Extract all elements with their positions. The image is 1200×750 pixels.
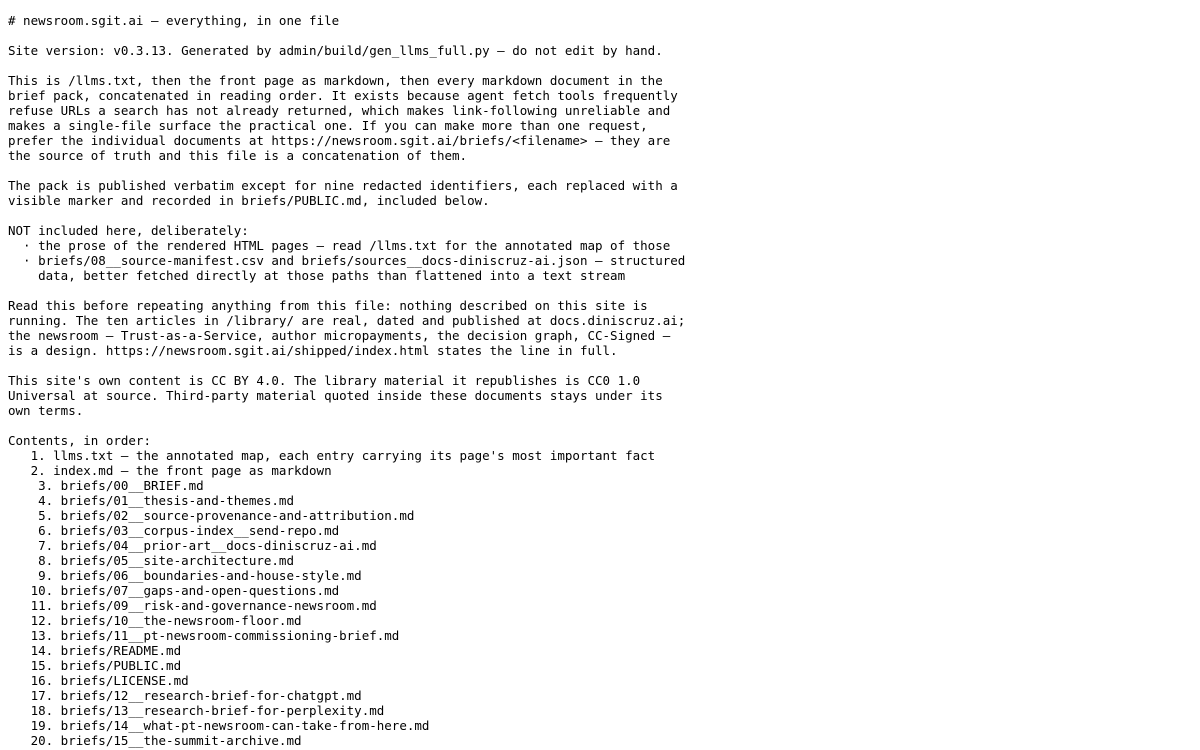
contents-item: 3. briefs/00__BRIEF.md	[8, 478, 204, 493]
not-included-item: · briefs/08__source-manifest.csv and briefs/sources__docs-diniscruz-ai.json — structured	[8, 253, 686, 268]
contents-item: 15. briefs/PUBLIC.md	[8, 658, 182, 673]
contents-item: 8. briefs/05__site-architecture.md	[8, 553, 294, 568]
warning-line: the newsroom — Trust-as-a-Service, author micropayments, the decision graph, CC-Signed —	[8, 328, 671, 343]
contents-item: 1. llms.txt — the annotated map, each entry carrying its page's most important fact	[8, 448, 656, 463]
contents-item: 12. briefs/10__the-newsroom-floor.md	[8, 613, 302, 628]
warning-line: Read this before repeating anything from this file: nothing described on this site is	[8, 298, 648, 313]
contents-heading: Contents, in order:	[8, 433, 151, 448]
not-included-item: data, better fetched directly at those paths than flattened into a text stream	[8, 268, 626, 283]
contents-item: 7. briefs/04__prior-art__docs-diniscruz-ai.md	[8, 538, 377, 553]
contents-item: 10. briefs/07__gaps-and-open-questions.md	[8, 583, 340, 598]
contents-item: 11. briefs/09__risk-and-governance-newsroom.md	[8, 598, 377, 613]
license-line: own terms.	[8, 403, 84, 418]
contents-item: 20. briefs/15__the-summit-archive.md	[8, 733, 302, 748]
contents-item: 13. briefs/11__pt-newsroom-commissioning-brief.md	[8, 628, 400, 643]
not-included-item: · the prose of the rendered HTML pages — read /llms.txt for the annotated map of those	[8, 238, 671, 253]
contents-item: 14. briefs/README.md	[8, 643, 182, 658]
license-line: Universal at source. Third-party material quoted inside these documents stays under its	[8, 388, 663, 403]
intro-line: brief pack, concatenated in reading order. It exists because agent fetch tools frequently	[8, 88, 678, 103]
document-title: # newsroom.sgit.ai — everything, in one file	[8, 13, 340, 28]
contents-item: 9. briefs/06__boundaries-and-house-style.md	[8, 568, 362, 583]
intro-line: This is /llms.txt, then the front page as markdown, then every markdown document in the	[8, 73, 663, 88]
contents-item: 5. briefs/02__source-provenance-and-attribution.md	[8, 508, 415, 523]
warning-line: running. The ten articles in /library/ are real, dated and published at docs.diniscruz.ai;	[8, 313, 686, 328]
intro-line: refuse URLs a search has not already returned, which makes link-following unreliable and	[8, 103, 671, 118]
contents-item: 2. index.md — the front page as markdown	[8, 463, 332, 478]
contents-item: 18. briefs/13__research-brief-for-perplexity.md	[8, 703, 385, 718]
intro-line: prefer the individual documents at https://newsroom.sgit.ai/briefs/<filename> — they are	[8, 133, 671, 148]
redaction-line: visible marker and recorded in briefs/PUBLIC.md, included below.	[8, 193, 490, 208]
not-included-heading: NOT included here, deliberately:	[8, 223, 249, 238]
warning-line: is a design. https://newsroom.sgit.ai/shipped/index.html states the line in full.	[8, 343, 618, 358]
intro-line: makes a single-file surface the practical one. If you can make more than one request,	[8, 118, 648, 133]
intro-line: the source of truth and this file is a concatenation of them.	[8, 148, 468, 163]
license-line: This site's own content is CC BY 4.0. The library material it republishes is CC0 1.0	[8, 373, 641, 388]
site-version-line: Site version: v0.3.13. Generated by admin/build/gen_llms_full.py — do not edit by hand.	[8, 43, 663, 58]
contents-item: 19. briefs/14__what-pt-newsroom-can-take-from-here.md	[8, 718, 430, 733]
redaction-line: The pack is published verbatim except for nine redacted identifiers, each replaced with a	[8, 178, 678, 193]
contents-item: 6. briefs/03__corpus-index__send-repo.md	[8, 523, 340, 538]
contents-item: 17. briefs/12__research-brief-for-chatgpt.md	[8, 688, 362, 703]
contents-item: 4. briefs/01__thesis-and-themes.md	[8, 493, 294, 508]
contents-item: 16. briefs/LICENSE.md	[8, 673, 189, 688]
